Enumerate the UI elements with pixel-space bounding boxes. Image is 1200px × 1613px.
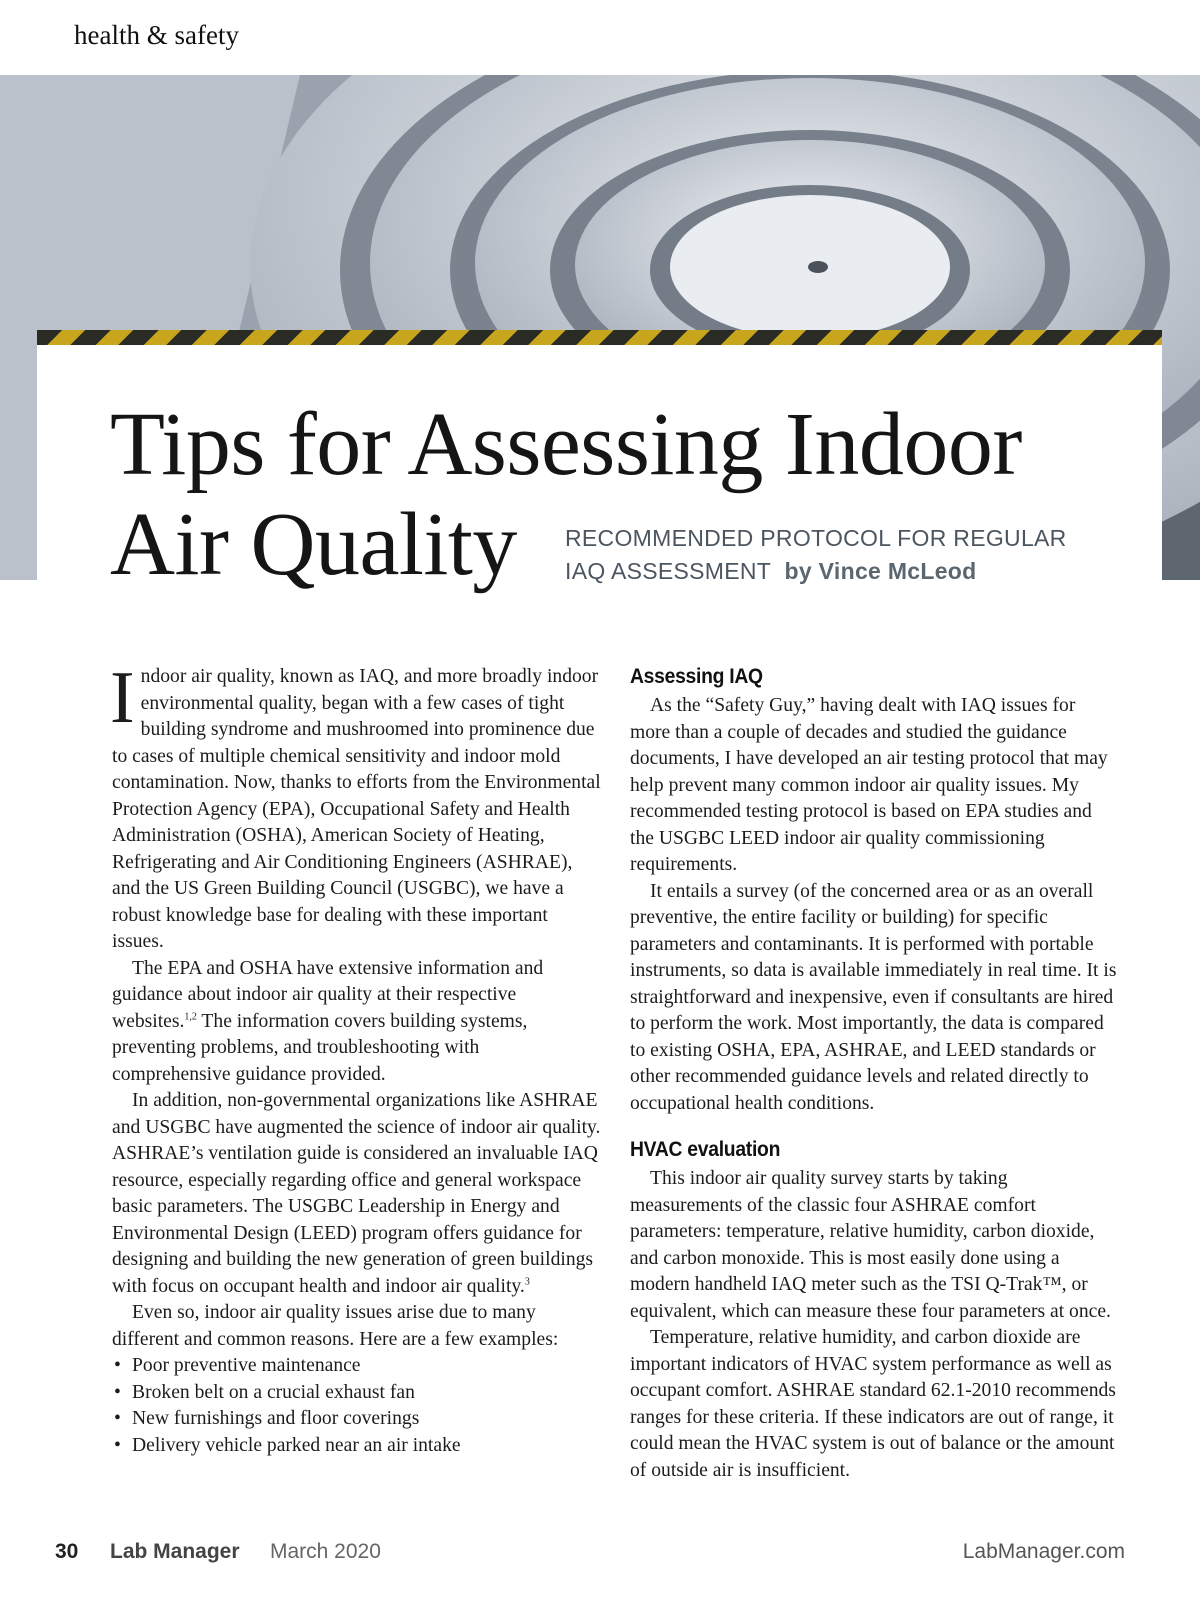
website-link[interactable]: LabManager.com xyxy=(962,1540,1125,1563)
section-heading-assessing-iaq: Assessing IAQ xyxy=(630,665,763,688)
footnote-ref: 1,2 xyxy=(184,1010,197,1022)
paragraph xyxy=(112,1088,602,1300)
page-number: 30 xyxy=(55,1540,79,1563)
paragraph: Even so, indoor air quality issues arise due to many different and common reasons. Here are a few examples: xyxy=(112,1302,559,1350)
hazard-stripe xyxy=(37,330,1162,345)
footnote-ref: 3 xyxy=(524,1275,530,1287)
author-byline: by Vince McLeod xyxy=(784,558,977,584)
subtitle-line-1: RECOMMENDED PROTOCOL FOR REGULAR xyxy=(565,525,1067,551)
paragraph: Temperature, relative humidity, and carbon dioxide are important indicators of HVAC system performance as well as occupant comfort. ASHRAE standard 62.1-2010 recommends ranges for these criteria. If these indicators are out of range, it could mean the HVAC system is out of balance or the amount of outside air is insufficient. xyxy=(630,1327,1116,1481)
paragraph xyxy=(110,657,602,956)
drop-cap: I xyxy=(110,657,135,739)
paragraph-text: The EPA and OSHA have extensive information and guidance about indoor air quality at their respective websites. xyxy=(112,957,544,1032)
list-item: • Poor preventive maintenance xyxy=(112,1353,602,1380)
paragraph: As the “Safety Guy,” having dealt with IAQ issues for more than a couple of decades and studied the guidance documents, I have developed an air testing protocol that may help prevent many common indoor air quality issues. My recommended testing protocol is based on EPA studies and the USGBC LEED indoor air quality commissioning requirements. xyxy=(630,695,1108,875)
list-item: • Delivery vehicle parked near an air intake xyxy=(112,1433,602,1460)
right-column xyxy=(630,664,1120,1484)
issue-date: March 2020 xyxy=(270,1540,381,1563)
subtitle-line-2-text: IAQ ASSESSMENT xyxy=(565,558,772,584)
list-item: • Broken belt on a crucial exhaust fan xyxy=(112,1380,602,1407)
page-footer xyxy=(55,1540,1125,1570)
subtitle-line-2 xyxy=(565,555,1125,588)
article-subtitle xyxy=(565,522,1125,588)
paragraph-text: The information covers building systems, preventing problems, and troubleshooting with comprehensive guidance provided. xyxy=(112,1010,528,1085)
section-label: health & safety xyxy=(74,20,239,50)
article-title: Tips for Assessing Indoor Air Quality xyxy=(110,395,1022,594)
paragraph-text: In addition, non-governmental organizations like ASHRAE and USGBC have augmented the science of indoor air quality. ASHRAE’s ventilation guide is considered an invaluable IAQ resource, especially regarding office and general workspace basic parameters. The USGBC Leadership in Energy and Environmental Design (LEED) program offers guidance for designing and building the new generation of green buildings with focus on occupant health and indoor air quality. xyxy=(112,1090,601,1297)
paragraph xyxy=(112,956,602,1089)
examples-list xyxy=(112,1353,602,1459)
paragraph-text: ndoor air quality, known as IAQ, and more broadly indoor environmental quality, began with a few cases of tight building syndrome and mushroomed into prominence due to cases of multiple chemical sensitivity and indoor mold contamination. Now, thanks to efforts from the Environmental Protection Agency (EPA), Occupational Safety and Health Administration (OSHA), American Society of Heating, Refrigerating and Air Conditioning Engineers (ASHRAE), and the US Green Building Council (USGBC), we have a robust knowledge base for dealing with these important issues. xyxy=(112,666,601,952)
left-column xyxy=(110,657,602,1459)
section-heading-hvac-evaluation: HVAC evaluation xyxy=(630,1138,781,1161)
paragraph: This indoor air quality survey starts by taking measurements of the classic four ASHRAE comfort parameters: temperature, relative humidity, carbon dioxide, and carbon monoxide. This is most easily done using a modern handheld IAQ meter such as the TSI Q-Trak™, or equivalent, which can measure these four parameters at once. xyxy=(630,1168,1111,1322)
paragraph: It entails a survey (of the concerned area or as an overall preventive, the entire facility or building) for specific parameters and contaminants. It is performed with portable instruments, so data is available immediately in real time. It is straightforward and inexpensive, even if consultants are hired to perform the work. Most importantly, the data is compared to existing OSHA, EPA, ASHRAE, and LEED standards or other recommended guidance levels and related directly to occupational health conditions. xyxy=(630,880,1117,1114)
list-item: • New furnishings and floor coverings xyxy=(112,1406,602,1433)
magazine-name: Lab Manager xyxy=(110,1540,240,1563)
